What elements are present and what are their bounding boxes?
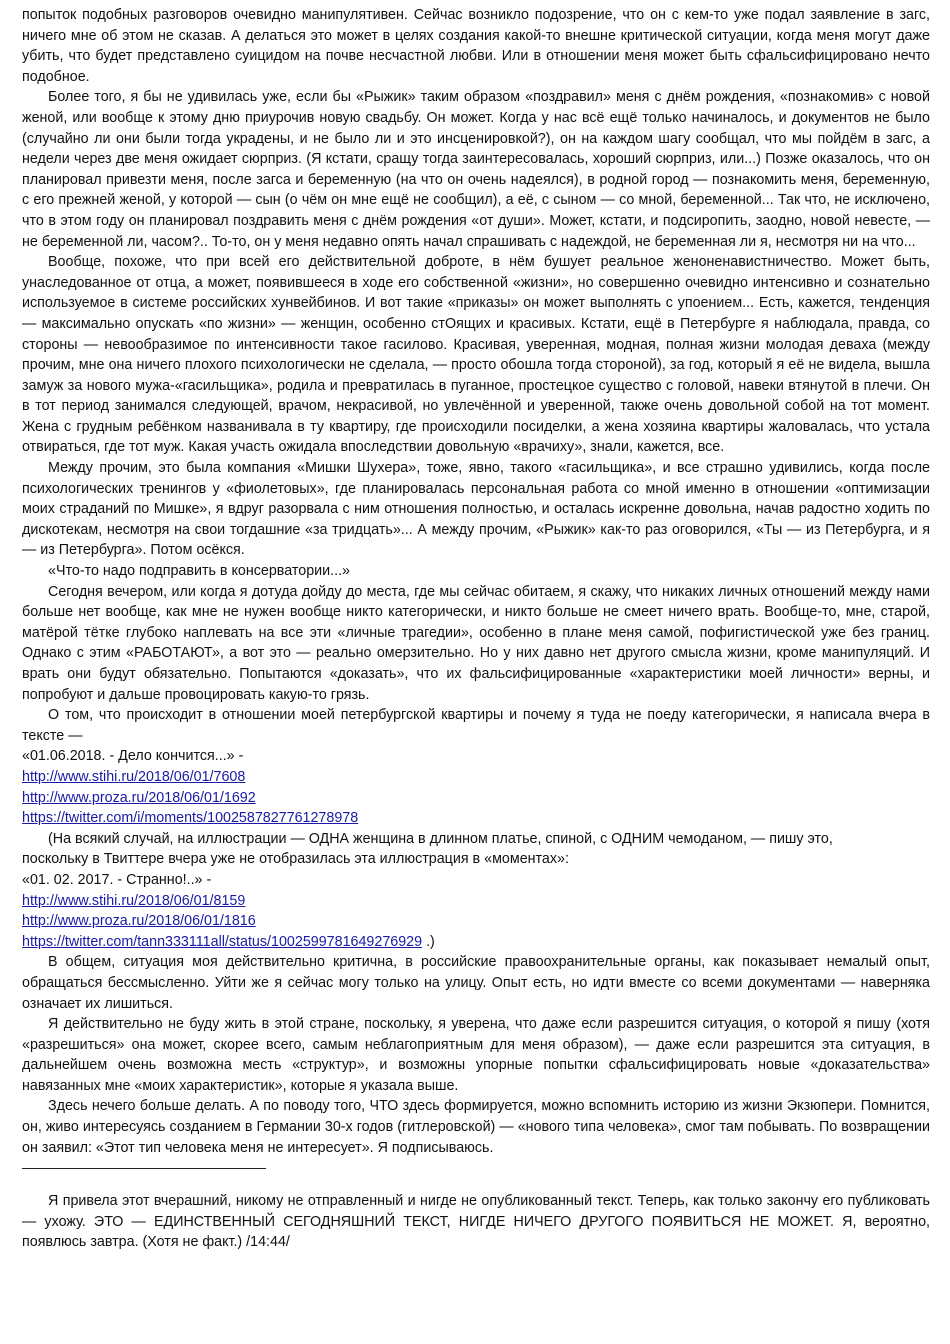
proza-link-2[interactable]: http://www.proza.ru/2018/06/01/1816 (22, 913, 256, 930)
proza-link-1[interactable]: http://www.proza.ru/2018/06/01/1692 (22, 789, 256, 806)
paragraph-8: В общем, ситуация моя действительно критична, в российские правоохранительные органы, как показывает немалый опыт, обращаться бессмысленно. Уйти же я сейчас могу только на улицу. Опыт есть, но идти вместе со всеми документами — наверняка означает их лишиться. (22, 954, 930, 1012)
paragraph-1: попыток подобных разговоров очевидно манипулятивен. Сейчас возникло подозрение, что он с кем-то уже подал заявление в загс, ничего мне об этом не сказав. А делаться это может в целях создания какой-то внешне критической ситуации, когда меня могут даже убить, что будет представлено суицидом на почве несчастной любви. Или в отношении меня может быть сфальсифицировано нечто подобное. (22, 7, 930, 85)
paragraph-4: Между прочим, это была компания «Мишки Шухера», тоже, явно, такого «гасильщика», и все страшно удивились, когда после психологических тренингов у «фиолетовых», где планировалась персональная работа со мной именно в отношении «оптимизации моих страданий по Мишке», я вдруг разорвала с ним отношения полностью, и осталась искренне довольна, начав радостно ходить по дискотекам, несмотря на свои тогдашние «за тридцать»... А между прочим, «Рыжик» как-то раз оговорился, «Ты — из Петербурга, и я — из Петербурга». Потом осёкся. (22, 460, 930, 559)
footnote-paragraph: Я привела этот вчерашний, никому не отправленный и нигде не опубликованный текст. Теперь, как только закончу его публиковать — ухожу. ЭТО — ЕДИНСТВЕННЫЙ СЕГОДНЯШНИЙ ТЕКСТ, НИГДЕ НИЧЕГО ДРУГОГО ПОЯВИТЬСЯ НЕ МОЖЕТ. Я, вероятно, появлюсь завтра. (Хотя не факт.) /14:44/ (22, 1193, 930, 1251)
twitter-status-link[interactable]: https://twitter.com/tann333111all/status/1002599781649276929 (22, 933, 423, 950)
paragraph-10: Здесь нечего больше делать. А по поводу того, ЧТО здесь формируется, можно вспомнить историю из жизни Экзюпери. Помнится, он, живо интересуясь созданием в Германии 30-х годов (гитлеровской) — «нового типа человека», смог там побывать. По возвращении он заявил: «Этот тип человека меня не интересует». Я подписываюсь. (22, 1098, 930, 1156)
paragraph-3: Вообще, похоже, что при всей его действительной доброте, в нём бушует реальное женоненавистничество. Может быть, унаследованное от отца, а может, появившееся в ходе его собственной «жизни», но совершенно очевидно интенсивно и сознательно используемое в системе российских хунвейбинов. И вот такие «приказы» он может выполнять с упоением... Есть, кажется, тенденция — максимально опускать «по жизни» — женщин, особенно стОящих и красивых. Кстати, ещё в Петербурге я наблюдала, правда, со стороны — невообразимое по интенсивности такое гасилово. Красивая, уверенная, модная, полная жизни молодая деваха (между прочим, мне она ничего плохого психологически не сделала, — просто обошла тогда стороной), за год, который я её не видела, вышла замуж за нового мужа-«гасильщика», родила и превратилась в пуганное, простецкое существо с головой, навеки втянутой в плечи. Он в тот период занимался следующей, врачом, некрасивой, но увлечённой и уверенной, также очень довольной собой на тот момент. Жена с грудным ребёнком названивала в ту квартиру, где происходили посиделки, а жена хозяина квартиры жаловалась, что устала отвираться, где тот муж. Какая участь ожидала впоследствии довольную «врачиху», знали, кажется, все. (22, 254, 930, 456)
note-line-1: (На всякий случай, на иллюстрации — ОДНА женщина в длинном платье, спиной, с ОДНИМ чемоданом, — пишу это, (48, 830, 833, 847)
paragraph-9: Я действительно не буду жить в этой стране, поскольку, я уверена, что даже если разрешится ситуация, о которой я пишу (хотя «разрешиться» она может, скорее всего, самым неблагоприятным для меня образом), — даже если разрешится эта ситуация, в дальнейшем очень возможна месть «структур», и возможны упорные попытки сфальсифицировать новые «доказательства» навязанных мне «моих характеристик», которые я указала выше. (22, 1016, 930, 1094)
paragraph-5-quote: «Что-то надо подправить в консерватории...» (48, 563, 351, 580)
stihi-link-2[interactable]: http://www.stihi.ru/2018/06/01/8159 (22, 892, 246, 909)
closing-paren: .) (422, 933, 435, 950)
paragraph-2: Более того, я бы не удивилась уже, если бы «Рыжик» таким образом «поздравил» меня с днём рождения, «познакомив» с новой женой, или вообще к этому дню приурочив новую свадьбу. Он может. Когда у нас всё ещё только начиналось, и документов не было (случайно ли они были тогда украдены, и не было ли и это инсценировкой?), он на каждом шагу сообщал, что мы пойдём в загс, а недели через две меня ожидает сюрприз. (Я кстати, сращу тогда заинтересовалась, хороший сюрприз, или...) Позже оказалось, что он планировал привезти меня, после загса и беременную (на что он очень надеялся), в родной город — познакомить меня, беременную, с его прежней женой, у которой — сын (о чём он мне ещё не сообщил), а её, с сыном — со мной, беременной... Так что, не исключено, что в этом году он планировал поздравить меня с днём рождения «от души». Может, кстати, и подсиропить, заодно, новой невесте, — не беременной ли, часом?.. То-то, он у меня недавно опять начал спрашивать с надеждой, не беременная ли я, несмотря ни на что... (22, 89, 930, 250)
paragraph-7: О том, что происходит в отношении моей петербургской квартиры и почему я туда не поеду категорически, я написала вчера в тексте — (22, 707, 930, 744)
block1-heading: «01.06.2018. - Дело кончится...» - (22, 748, 244, 765)
stihi-link-1[interactable]: http://www.stihi.ru/2018/06/01/7608 (22, 768, 246, 785)
block2-heading: «01. 02. 2017. - Странно!..» - (22, 871, 212, 888)
note-line-2: поскольку в Твиттере вчера уже не отобразилась эта иллюстрация в «моментах»: (22, 851, 569, 868)
paragraph-6: Сегодня вечером, или когда я дотуда дойду до места, где мы сейчас обитаем, я скажу, что никаких личных отношений между нами больше нет вообще, как мне не нужен вообще никто категорически, и никто больше не смеет ничего врать. Вообще-то, мне, старой, матёрой тётке глубоко наплевать на все эти «личные трагедии», особенно в плане меня самой, пофигистической уже без границ. Однако с этим «РАБОТАЮТ», а вот это — реально омерзительно. Но у них давно нет другого смысла жизни, кроме манипуляций. И врать они будут обязательно. Попытаются «доказать», что их фальсифицированные «характеристики моей личности» верны, и попробуют и дальше провоцировать какую-то грязь. (22, 583, 930, 703)
twitter-moments-link[interactable]: https://twitter.com/i/moments/1002587827761278978 (22, 810, 359, 827)
